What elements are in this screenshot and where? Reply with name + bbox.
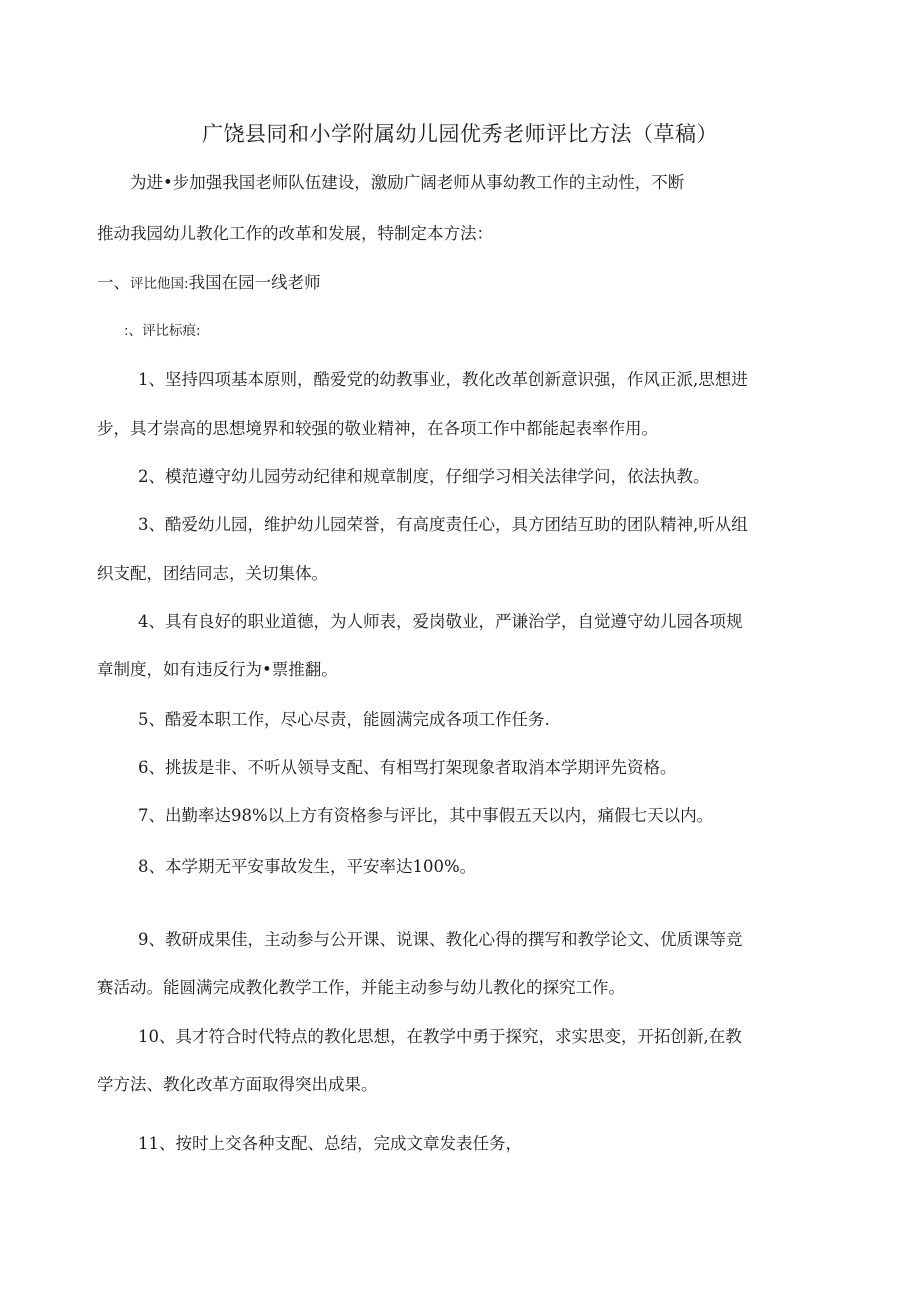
item-9-line-2: 赛活动。能圆满完成教化教学工作，并能主动参与幼儿教化的探究工作。 [97,978,625,997]
item-9-line-1: 9、教研成果佳，主动参与公开课、说课、教化心得的撰写和教学论文、优质课等竞 [138,930,743,949]
item-4-line-1: 4、具有良好的职业道德，为人师表，爱岗敬业，严谦治学，自觉遵守幼儿园各项规 [138,612,743,631]
intro-line-1: 为进•步加强我国老师队伍建设，激励广阔老师从事幼教工作的主动性，不断 [130,173,685,192]
section-2-heading [124,320,201,342]
item-2-line-1: 2、模范遵守幼儿园劳动纪律和规章制度，仔细学习相关法律学问，依法执教。 [138,467,710,486]
item-5-line-1: 5、酷爱本职工作，尽心尽责，能圆满完成各项工作任务. [138,710,550,729]
item-4-line-2: 章制度，如有违反行为•票推翻。 [97,660,338,679]
document-title: 广饶县同和小学附属幼儿园优秀老师评比方法（草稿） [202,122,718,146]
intro-line-2: 推动我园幼儿教化工作的改革和发展，特制定本方法： [97,224,493,243]
section-1-heading [97,272,321,295]
item-8-line-1: 8、本学期无平安事故发生，平安率达100%。 [138,857,477,876]
section-1-label: 评比他国: [130,276,189,292]
item-1-line-2: 步，具才崇高的思想境界和较强的敬业精神，在各项工作中都能起表率作用。 [97,419,658,438]
item-3-line-1: 3、酷爱幼儿园，维护幼儿园荣誉，有高度责任心，具方团结互助的团队精神,听从组 [138,515,748,534]
item-11-line-1: 11、按时上交各种支配、总结，完成文章发表任务， [138,1134,522,1153]
item-10-line-2: 学方法、教化改革方面取得突出成果。 [97,1075,378,1094]
item-6-line-1: 6、挑拔是非、不听从领导支配、有相骂打架现象者取消本学期评先资格。 [138,758,677,777]
section-2-label: 评比标痕: [142,323,201,339]
item-3-line-2: 织支配，团结同志，关切集体。 [97,564,328,583]
section-2-prefix: :、 [124,323,143,339]
item-1-line-1: 1、坚持四项基本原则，酷爱党的幼教事业，教化改革创新意识强，作风正派,思想进 [138,370,748,389]
item-10-line-1: 10、具才符合时代特点的教化思想，在教学中勇于探究，求实思变，开拓创新,在教 [138,1027,742,1046]
section-1-text: 我国在园一线老师 [188,273,321,292]
item-7-line-1: 7、出勤率达98%以上方有资格参与评比，其中事假五天以内，痛假七天以内。 [138,806,714,825]
section-1-prefix: 一、 [97,273,130,292]
